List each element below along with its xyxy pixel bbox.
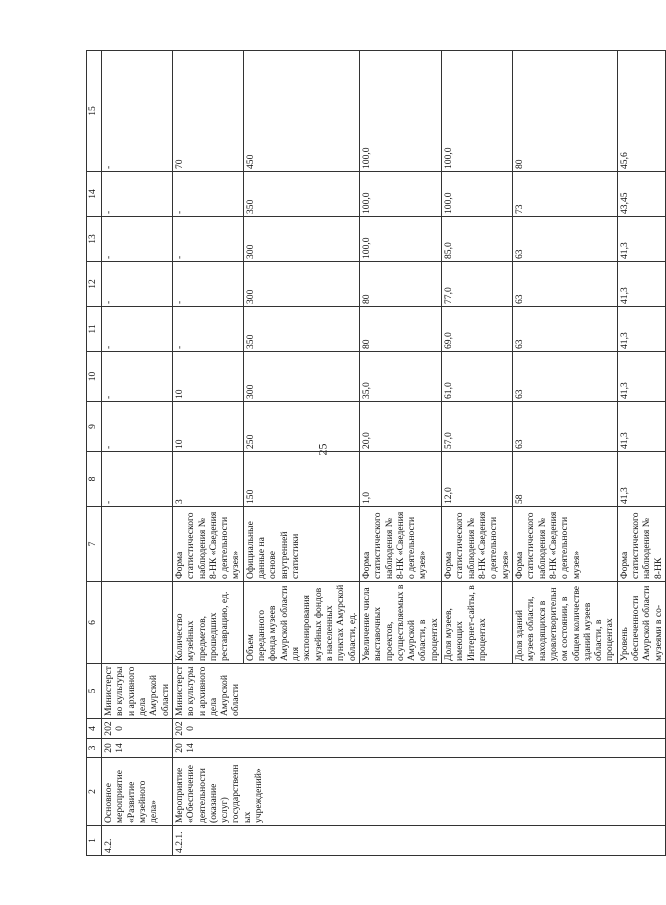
indicator-value: - [172,307,243,352]
column-header-14: 14 [87,172,102,217]
indicator-value: 41,3 [617,262,665,307]
indicator-value: 80 [359,307,441,352]
indicator-name: Уровень обеспеченности Амурской области музеями в со- [617,582,665,664]
indicator-value: 350 [243,307,359,352]
header-row [87,51,102,856]
indicator-value: 10 [172,402,243,452]
indicator-value: 63 [512,402,617,452]
indicator-value: 300 [243,217,359,262]
indicator-value: - [102,307,173,352]
indicator-name: Доля музеев, имеющих Интернет-сайты, в процентах [442,582,513,664]
indicator-source: Форма статистического наблюдения № 8-НК [617,507,665,582]
indicator-value: 41,3 [617,402,665,452]
indicator-value: 41,3 [617,452,665,507]
row-number: 4.2.1. [172,826,665,856]
indicator-name: Доля зданий музеев области, находящихся в удовлетворительном состоянии, в общем количестве зданий музеев области, в процентах [512,582,617,664]
column-header-8: 8 [87,452,102,507]
column-header-10: 10 [87,352,102,402]
indicator-value: 300 [243,352,359,402]
indicator-value: 100,0 [442,51,513,172]
indicator-value: 57,0 [442,402,513,452]
indicator-value: 35,0 [359,352,441,402]
indicator-value: 63 [512,217,617,262]
indicator-value: 69,0 [442,307,513,352]
indicator-value: 73 [512,172,617,217]
indicator-value: - [102,262,173,307]
indicator-value: - [172,262,243,307]
column-header-11: 11 [87,307,102,352]
indicator-value: 3 [172,452,243,507]
indicator-value: - [102,452,173,507]
indicator-source: Форма статистического наблюдения № 8-НК «Сведения о деятельности музея» [172,507,243,582]
indicator-name: Увеличение числа выставочных проектов, осуществляемых в Амурской области, в процентах [359,582,441,664]
executor: Министерство культуры и архивного дела Амурской области [172,664,665,719]
indicator-value: 63 [512,307,617,352]
indicator-value: - [102,51,173,172]
indicator-value: 150 [243,452,359,507]
column-header-13: 13 [87,217,102,262]
end-year: 2020 [172,719,665,739]
indicator-value: 100,0 [359,217,441,262]
indicator-value: 58 [512,452,617,507]
row-number: 4.2. [102,826,173,856]
indicator-value: 250 [243,402,359,452]
indicator-value: 20,0 [359,402,441,452]
indicator-source [102,507,173,582]
program-indicators-table [86,50,666,856]
indicator-value: 43,45 [617,172,665,217]
page-number: 25 [315,443,330,456]
indicator-name: Объем переданного фонда музеев Амурской области для экспонирования музейных фондов в населенных пунктах Амурской области, ед. [243,582,359,664]
document-page [86,51,664,856]
end-year: 2020 [102,719,173,739]
indicator-value: 12,0 [442,452,513,507]
indicator-value: 100,0 [359,172,441,217]
indicator-value: 41,3 [617,307,665,352]
column-header-4: 4 [87,719,102,739]
table-row [172,51,243,856]
indicator-value: 41,3 [617,352,665,402]
executor: Министерство культуры и архивного дела Амурской области [102,664,173,719]
column-header-15: 15 [87,51,102,172]
start-year: 2014 [172,739,665,758]
indicator-value: - [102,217,173,262]
indicator-source: Форма статистического наблюдения № 8-НК «Сведения о деятельности музея» [359,507,441,582]
indicator-value: 10 [172,352,243,402]
indicator-value: 450 [243,51,359,172]
column-header-1: 1 [87,826,102,856]
indicator-name [102,582,173,664]
indicator-value: 61,0 [442,352,513,402]
indicator-value: 1,0 [359,452,441,507]
table-body [102,51,666,856]
indicator-value: 80 [512,51,617,172]
column-header-12: 12 [87,262,102,307]
indicator-value: - [102,402,173,452]
indicator-value: 70 [172,51,243,172]
column-header-7: 7 [87,507,102,582]
column-header-2: 2 [87,758,102,826]
column-header-9: 9 [87,402,102,452]
indicator-value: 77,0 [442,262,513,307]
indicator-value: 63 [512,352,617,402]
indicator-value: 300 [243,262,359,307]
indicator-source: Форма статистического наблюдения № 8-НК «Сведения о деятельности музея» [512,507,617,582]
indicator-value: 85,0 [442,217,513,262]
start-year: 2014 [102,739,173,758]
column-header-3: 3 [87,739,102,758]
indicator-source: Официальные данные на основе внутренней статистики [243,507,359,582]
event-name: Основное мероприятие «Развитие музейного дела» [102,758,173,826]
indicator-value: 45,6 [617,51,665,172]
indicator-value: - [172,172,243,217]
indicator-value: 350 [243,172,359,217]
indicator-source: Форма статистического наблюдения № 8-НК «Сведения о деятельности музея» [442,507,513,582]
column-header-6: 6 [87,582,102,664]
indicator-name: Количество музейных предметов, прошедших реставрацию, ед. [172,582,243,664]
indicator-value: 100,0 [359,51,441,172]
indicator-value: 80 [359,262,441,307]
indicator-value: 41,3 [617,217,665,262]
indicator-value: - [102,172,173,217]
indicator-value: - [102,352,173,402]
indicator-value: 100,0 [442,172,513,217]
event-name: Мероприятие «Обеспечение деятельности (оказание услуг) государственных учреждений» [172,758,665,826]
indicator-value: 63 [512,262,617,307]
column-header-5: 5 [87,664,102,719]
table-row [102,51,173,856]
indicator-value: - [172,217,243,262]
